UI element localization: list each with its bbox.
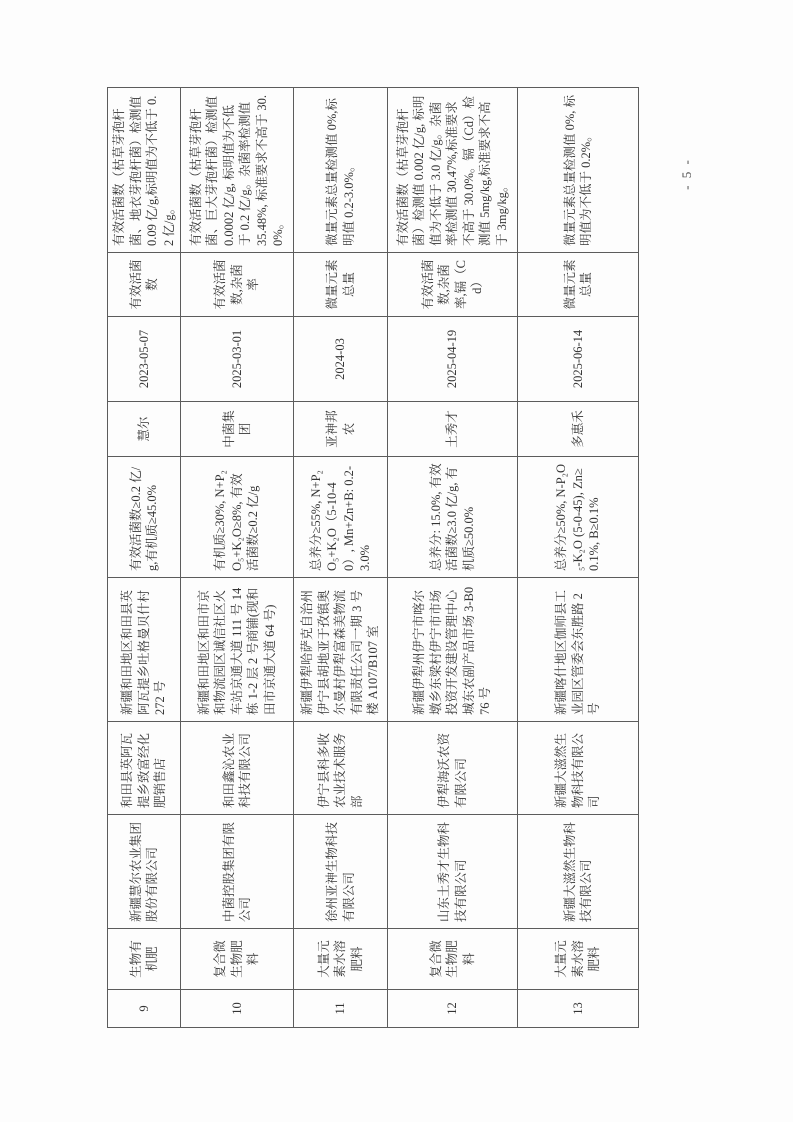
- cell-claimed-values: 有机质≥30%, N+P₂O₅+K₂O≥8%, 有效活菌数≥0.2 亿/g: [181, 457, 294, 578]
- table-row: [108, 88, 181, 1028]
- table-row: [518, 88, 639, 1028]
- cell-product-category: 复合微生物肥料: [388, 929, 518, 990]
- cell-seller: 和田县英阿瓦提乡致富经化肥销售店: [108, 722, 181, 815]
- inspection-results-table: [107, 87, 639, 1028]
- cell-seller: 伊犁海沃农资有限公司: [388, 722, 518, 815]
- cell-serial-number: 13: [518, 990, 639, 1028]
- cell-seller: 和田鑫沁农业科技有限公司: [181, 722, 294, 815]
- table-row: [388, 88, 518, 1028]
- cell-inspection-items: 微量元素总量: [294, 253, 388, 317]
- page-number: - 5 -: [679, 158, 694, 190]
- cell-product-category: 大量元素水溶肥料: [518, 929, 639, 990]
- cell-production-date: 2024-03: [294, 317, 388, 402]
- table-row: [294, 88, 388, 1028]
- cell-product-category: 复合微生物肥料: [181, 929, 294, 990]
- cell-inspection-items: 有效活菌数: [108, 253, 181, 317]
- cell-producer: 新疆大滋然生物科技有限公司: [518, 815, 639, 929]
- cell-claimed-values: 总养分≥55%, N+P₂O₅+K₂O（5-10-40）, Mn+Zn+B: 0.2-3.0%: [294, 457, 388, 578]
- cell-trademark: 多惠禾: [518, 402, 639, 457]
- cell-seller: 伊宁县科多收农业技术服务部: [294, 722, 388, 815]
- table-row: [181, 88, 294, 1028]
- cell-trademark: 土秀才: [388, 402, 518, 457]
- cell-producer: 徐州亚神生物科技有限公司: [294, 815, 388, 929]
- cell-producer: 中菌控股集团有限公司: [181, 815, 294, 929]
- cell-address: 新疆喀什地区伽师县工业园区管委会东胜路 2 号: [518, 578, 639, 722]
- cell-production-date: 2025-04-19: [388, 317, 518, 402]
- cell-inspection-items: 有效活菌数,杂菌率: [181, 253, 294, 317]
- cell-production-date: 2025-03-01: [181, 317, 294, 402]
- cell-claimed-values: 总养分: 15.0%, 有效活菌数≥3.0 亿/g, 有机质≥50.0%: [388, 457, 518, 578]
- cell-inspection-result: 有效活菌数（枯草芽孢杆菌、地衣芽孢杆菌）检测值 0.09 亿/g,标明值为不低于 0.2 亿/g。: [108, 88, 181, 253]
- cell-inspection-items: 有效活菌数,杂菌率,镉（Cd）: [388, 253, 518, 317]
- cell-product-category: 大量元素水溶肥料: [294, 929, 388, 990]
- cell-trademark: 中菌集团: [181, 402, 294, 457]
- cell-inspection-items: 微量元素总量: [518, 253, 639, 317]
- cell-production-date: 2023-05-07: [108, 317, 181, 402]
- cell-serial-number: 12: [388, 990, 518, 1028]
- cell-claimed-values: 总养分≥50%, N-P₂O₅-K₂O (5-0-45), Zn≥0.1%, B≥0.1%: [518, 457, 639, 578]
- cell-inspection-result: 微量元素总量检测值 0%, 标明值为不低于 0.2%。: [518, 88, 639, 253]
- cell-address: 新疆伊犁州伊宁市喀尔墩乡东梁村伊宁市市场投资开发建设管理中心城东农副产品市场 3-B076 号: [388, 578, 518, 722]
- cell-serial-number: 11: [294, 990, 388, 1028]
- cell-producer: 山东土秀才生物科技有限公司: [388, 815, 518, 929]
- cell-address: 新疆和田地区和田县英阿瓦提乡吐格曼贝什村 272 号: [108, 578, 181, 722]
- cell-product-category: 生物有机肥: [108, 929, 181, 990]
- cell-trademark: 慧尔: [108, 402, 181, 457]
- cell-seller: 新疆大滋然生物科技有限公司: [518, 722, 639, 815]
- cell-address: 新疆伊犁哈萨克自治州伊宁县胡地亚于孜镇奥尔曼村伊犁富森美物流有限责任公司一期 3 号楼 A107/B107 室: [294, 578, 388, 722]
- cell-producer: 新疆慧尔农业集团股份有限公司: [108, 815, 181, 929]
- cell-inspection-result: 有效活菌数（枯草芽孢杆菌、巨大芽孢杆菌）检测值 0.0002 亿/g, 标明值为不低于 0.2 亿/g。杂菌率检测值 35.48%, 标准要求不高于 30.0%。: [181, 88, 294, 253]
- cell-inspection-result: 微量元素总量检测值 0%,标明值 0.2-3.0%。: [294, 88, 388, 253]
- cell-serial-number: 9: [108, 990, 181, 1028]
- cell-trademark: 亚神邦农: [294, 402, 388, 457]
- cell-serial-number: 10: [181, 990, 294, 1028]
- cell-claimed-values: 有效活菌数≥0.2 亿/g,有机质≥45.0%: [108, 457, 181, 578]
- cell-inspection-result: 有效活菌数（枯草芽孢杆菌）检测值 0.002 亿/g, 标明值为不低于 3.0 亿/g。杂菌率检测值 30.47%,标准要求不高于 30.0%。镉（Cd）检测值 5mg/kg,标准要求不高于 3mg/kg。: [388, 88, 518, 253]
- cell-production-date: 2025-06-14: [518, 317, 639, 402]
- cell-address: 新疆和田地区和田市京和物流园区诚信社区火车站京通大道 111 号 14 栋 1-2 层 2 号商铺(现和田市京通大道 64 号): [181, 578, 294, 722]
